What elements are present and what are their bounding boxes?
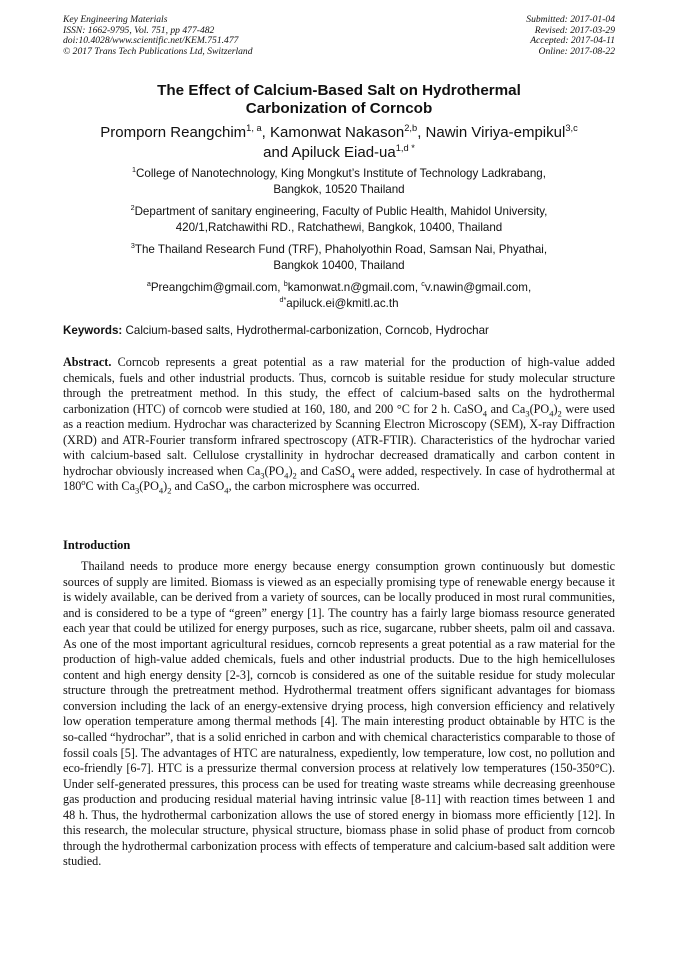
abstract-text: and CaSO bbox=[171, 479, 225, 493]
author-list bbox=[60, 123, 618, 163]
affiliation-number: 1 bbox=[132, 165, 137, 175]
author-name: Kamonwat Nakason bbox=[270, 124, 405, 141]
author-name: Nawin Viriya-empikul bbox=[425, 124, 566, 141]
author-line bbox=[60, 143, 618, 163]
date-revised: Revised: 2017-03-29 bbox=[534, 24, 615, 36]
subscript: 2 bbox=[292, 469, 297, 480]
subscript: 3 bbox=[525, 407, 530, 418]
subscript: 4 bbox=[284, 469, 289, 480]
author-line bbox=[60, 123, 618, 143]
date-submitted: Submitted: 2017-01-04 bbox=[526, 14, 615, 25]
abstract-text: (PO bbox=[529, 401, 550, 416]
journal-issn: ISSN: 1662-9795, Vol. 751, pp 477-482 bbox=[63, 24, 215, 36]
subscript: 3 bbox=[134, 485, 140, 496]
abstract-text: were added, respectively. In case of hydrothermal at 180 bbox=[63, 463, 616, 493]
author-affil-mark: 1,d * bbox=[395, 143, 415, 153]
email-mark: b bbox=[283, 279, 288, 289]
email-link[interactable]: v.nawin@gmail.com, bbox=[424, 281, 532, 294]
keywords bbox=[63, 324, 615, 338]
subscript: 4 bbox=[158, 485, 164, 496]
journal-name: Key Engineering Materials bbox=[63, 14, 168, 25]
abstract-text: C with Ca bbox=[85, 479, 135, 493]
affiliation-line: Department of sanitary engineering, Faculty of Public Health, Mahidol University, bbox=[134, 205, 548, 218]
email-link[interactable]: apiluck.ei@kmitl.ac.th bbox=[286, 297, 399, 310]
email-mark: d* bbox=[279, 295, 287, 305]
abstract-text: (PO bbox=[139, 479, 159, 493]
abstract-text: Corncob represents a great potential as a raw material for the production of high-value added chemicals, fuels and other industrial products. Thus, corncob is suitable residue for study molecular structure through the pretreatment method. In this study, the effect of calcium-based salts on the hydrothermal carbonization (HTC) of corncob were studied at 160, 180, and 200 °C for 2 h. CaSO bbox=[63, 355, 615, 416]
journal-copyright: © 2017 Trans Tech Publications Ltd, Switzerland bbox=[63, 45, 253, 57]
affiliation-number: 3 bbox=[130, 241, 135, 251]
author-affil-mark: 2,b bbox=[404, 123, 418, 133]
subscript: 2 bbox=[167, 485, 172, 496]
affiliation-line: Bangkok, 10520 Thailand bbox=[273, 183, 405, 196]
abstract-text: (PO bbox=[264, 463, 285, 478]
email-mark: c bbox=[421, 279, 425, 289]
keywords-label: Keywords: bbox=[63, 324, 123, 337]
introduction-text: Thailand needs to produce more energy because energy consumption grown continuously but domestic sources of supply are limited. Biomass is viewed as an especially promising type of renewable energy because it is widely available, can be derived from a variety of sources, can be locally produced in most rural communities, and is considered to be a type of “green” energy [1]. The country has a fairly large biomass resource generated each year that could be utilized for energy purposes, such as rice, sugarcane, rubber sheets, palm oil and cassava. As one of the most important agricultural residues, corncob represents a great potential as a raw material for the production of high-value added chemicals, fuels and other industrial products. Due to the high hemicelluloses content and high energy density [2-3], corncob is considered as one of the suitable residue for study molecular structure through the pretreatment method. Hydrothermal treatment offers significant advantages for biomass conversion including the lack of an energy-extensive drying process, high conversion efficiency and relatively low operation temperature among thermal methods [4]. The main interesting product obtainable by HTC is the so-called “hydrochar”, that is a solid enriched in carbon and with chemical characteristics comparable to those of fossil coals [5]. The advantages of HTC are naturalness, expediently, low temperature, low cost, no pollution and eco-friendly [6-7]. HTC is a pressurize thermal conversion process at relatively low temperatures (150-350°C). Under self-generated pressures, this process can be used for treating waste streams while decreasing greenhouse gas production and producing residual material having intrinsic value [8-11] with reaction times between 1 and 48 h. Thus, the hydrothermal carbonization allows the use of stored energy in biomass more efficiently [12]. In this research, the molecular structure, physical structure, biomass phase in solid phase of product from corncob through the hydrothermal carbonization process with effects of temperature and calcium-based salt addition were studied. bbox=[63, 559, 615, 869]
subscript: 2 bbox=[557, 407, 562, 418]
abstract-text: were used as a reaction medium. Hydrochar was characterized by Scanning Electron Microscopy (SEM), X-ray Diffraction (XRD) and ATR-Fourier transform infrared spectroscopy (ATR-FTIR). Characteristics of the hydrochar varied with calcium-based salt. Cellulose crystallinity in hydrochar decreased dramatically and carbon content in hydrochar obviously increased when Ca bbox=[63, 401, 615, 478]
keywords-text: Calcium-based salts, Hydrothermal-carbonization, Corncob, Hydrochar bbox=[122, 324, 489, 337]
introduction-heading: Introduction bbox=[63, 538, 131, 552]
date-accepted: Accepted: 2017-04-11 bbox=[530, 35, 615, 47]
author-affil-mark: 1, a bbox=[246, 123, 262, 133]
affiliations bbox=[60, 166, 618, 312]
author-affil-mark: 3,c bbox=[565, 123, 578, 133]
abstract-text: , the carbon microsphere was occurred. bbox=[228, 479, 420, 493]
affiliation-line: 420/1,Ratchawithi RD., Ratchathewi, Bangkok, 10400, Thailand bbox=[175, 221, 503, 234]
abstract-text: ) bbox=[553, 401, 558, 416]
abstract bbox=[63, 355, 615, 495]
author-separator: , bbox=[417, 124, 426, 141]
journal-doi: doi:10.4028/www.scientific.net/KEM.751.477 bbox=[63, 35, 239, 47]
affiliation bbox=[60, 204, 618, 236]
journal-info bbox=[63, 15, 253, 57]
email-link[interactable]: kamonwat.n@gmail.com, bbox=[287, 281, 422, 294]
abstract-text: and Ca bbox=[487, 401, 526, 416]
date-online: Online: 2017-08-22 bbox=[538, 45, 615, 57]
title-line: The Effect of Calcium-Based Salt on Hydrothermal bbox=[157, 82, 521, 99]
submission-dates bbox=[526, 15, 615, 57]
subscript: 4 bbox=[549, 407, 554, 418]
subscript: 4 bbox=[350, 469, 355, 480]
email-link[interactable]: Preangchim@gmail.com, bbox=[150, 281, 284, 294]
subscript: 4 bbox=[482, 407, 487, 418]
abstract-label: Abstract. bbox=[63, 355, 112, 369]
paper-title bbox=[60, 82, 618, 118]
abstract-text: ) bbox=[288, 463, 293, 478]
affiliation-line: College of Nanotechnology, King Mongkut’s Institute of Technology Ladkrabang, bbox=[136, 167, 546, 180]
affiliation-line: Bangkok 10400, Thailand bbox=[273, 259, 405, 272]
author-name: and Apiluck Eiad-ua bbox=[263, 144, 396, 161]
author-name: Promporn Reangchim bbox=[100, 124, 247, 141]
abstract-text: ) bbox=[163, 479, 168, 493]
affiliation bbox=[60, 242, 618, 274]
affiliation-number: 2 bbox=[130, 203, 135, 213]
abstract-text: and CaSO bbox=[296, 463, 351, 478]
affiliation-line: The Thailand Research Fund (TRF), Phaholyothin Road, Samsan Nai, Phyathai, bbox=[134, 243, 548, 256]
subscript: 3 bbox=[260, 469, 265, 480]
author-separator: , bbox=[261, 124, 271, 141]
author-emails bbox=[60, 280, 618, 312]
email-mark: a bbox=[146, 279, 151, 289]
superscript: o bbox=[81, 476, 86, 487]
subscript: 4 bbox=[224, 485, 229, 496]
title-line: Carbonization of Corncob bbox=[245, 100, 433, 117]
affiliation bbox=[60, 166, 618, 198]
